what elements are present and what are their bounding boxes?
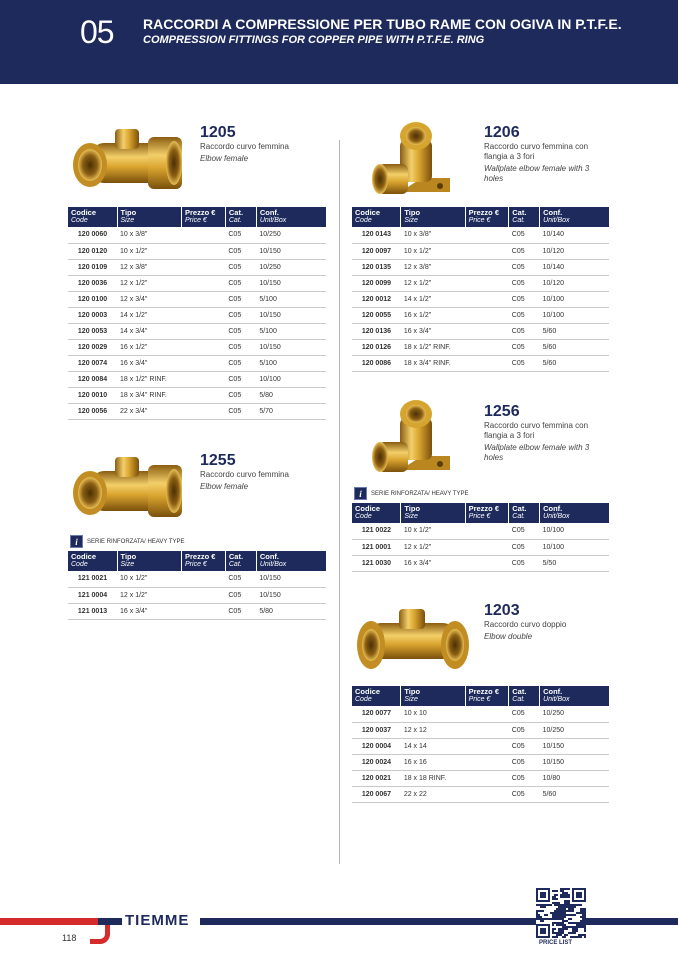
table-header-row bbox=[68, 207, 326, 227]
section-title-it: RACCORDI A COMPRESSIONE PER TUBO RAME CON OGIVA IN P.T.F.E. bbox=[143, 16, 622, 32]
column-header-code: Codice Code bbox=[68, 551, 117, 571]
table-row bbox=[352, 243, 609, 259]
product-code: 1256 bbox=[484, 403, 520, 420]
table-row bbox=[352, 754, 609, 770]
price-value bbox=[182, 571, 226, 587]
unit-box-value: 5/60 bbox=[540, 323, 609, 339]
category-value: C05 bbox=[509, 339, 540, 355]
column-header-cat: Cat. Cat. bbox=[509, 686, 540, 706]
price-value bbox=[465, 275, 509, 291]
size-value: 10 x 1/2" bbox=[117, 571, 182, 587]
size-value: 16 x 1/2" bbox=[117, 339, 182, 355]
size-value: 10 x 3/8" bbox=[401, 227, 465, 243]
size-value: 18 x 1/2" RINF. bbox=[401, 339, 465, 355]
table-row bbox=[352, 523, 609, 539]
price-table-1256 bbox=[352, 503, 609, 572]
article-code: 121 0022 bbox=[352, 523, 401, 539]
serie-label: SERIE RINFORZATA/ HEAVY TYPE bbox=[371, 490, 469, 497]
price-value bbox=[465, 307, 509, 323]
unit-box-value: 10/140 bbox=[540, 259, 609, 275]
size-value: 16 x 3/4" bbox=[401, 555, 465, 571]
table-row bbox=[68, 339, 326, 355]
price-value bbox=[182, 587, 226, 603]
info-icon: i bbox=[354, 487, 367, 500]
product-1203-info bbox=[484, 602, 609, 642]
category-value: C05 bbox=[225, 587, 256, 603]
article-code: 121 0004 bbox=[68, 587, 117, 603]
category-value: C05 bbox=[225, 387, 256, 403]
price-table-1206 bbox=[352, 207, 609, 372]
category-value: C05 bbox=[509, 307, 540, 323]
section-title-en: COMPRESSION FITTINGS FOR COPPER PIPE WITH P.T.F.E. RING bbox=[143, 34, 485, 46]
category-value: C05 bbox=[225, 323, 256, 339]
size-value: 16 x 3/4" bbox=[117, 355, 182, 371]
column-header-price: Prezzo € Price € bbox=[182, 551, 226, 571]
unit-box-value: 10/150 bbox=[256, 307, 326, 323]
size-value: 16 x 3/4" bbox=[401, 323, 465, 339]
article-code: 120 0012 bbox=[352, 291, 401, 307]
size-value: 12 x 1/2" bbox=[401, 539, 465, 555]
unit-box-value: 10/150 bbox=[256, 243, 326, 259]
unit-box-value: 5/80 bbox=[256, 603, 326, 619]
table-row bbox=[68, 227, 326, 243]
size-value: 12 x 1/2" bbox=[117, 587, 182, 603]
column-header-code: Codice Code bbox=[352, 686, 401, 706]
product-desc-en: Elbow female bbox=[200, 154, 249, 163]
column-header-size: Tipo Size bbox=[117, 551, 182, 571]
category-value: C05 bbox=[509, 323, 540, 339]
unit-box-value: 10/100 bbox=[540, 539, 609, 555]
table-row bbox=[68, 275, 326, 291]
article-code: 120 0143 bbox=[352, 227, 401, 243]
unit-box-value: 10/100 bbox=[540, 523, 609, 539]
price-value bbox=[465, 738, 509, 754]
product-desc-en: Wallplate elbow female with 3 holes bbox=[484, 164, 590, 183]
article-code: 120 0099 bbox=[352, 275, 401, 291]
price-value bbox=[465, 227, 509, 243]
price-value bbox=[182, 227, 226, 243]
article-code: 121 0021 bbox=[68, 571, 117, 587]
table-header-row bbox=[352, 686, 609, 706]
article-code: 120 0021 bbox=[352, 770, 401, 786]
serie-label: SERIE RINFORZATA/ HEAVY TYPE bbox=[87, 538, 185, 545]
article-code: 120 0056 bbox=[68, 403, 117, 419]
product-desc-en: Elbow female bbox=[200, 482, 249, 491]
size-value: 12 x 1/2" bbox=[117, 275, 182, 291]
price-value bbox=[182, 307, 226, 323]
unit-box-value: 5/60 bbox=[540, 339, 609, 355]
category-value: C05 bbox=[509, 523, 540, 539]
page-number: 118 bbox=[62, 933, 77, 943]
table-row bbox=[68, 243, 326, 259]
category-value: C05 bbox=[225, 355, 256, 371]
product-desc-en: Elbow double bbox=[484, 632, 533, 641]
price-value bbox=[182, 259, 226, 275]
price-table-1203 bbox=[352, 686, 609, 803]
price-value bbox=[465, 555, 509, 571]
table-row bbox=[352, 323, 609, 339]
price-value bbox=[465, 355, 509, 371]
size-value: 12 x 3/4" bbox=[117, 291, 182, 307]
size-value: 10 x 10 bbox=[401, 706, 465, 722]
table-row bbox=[68, 571, 326, 587]
article-code: 120 0100 bbox=[68, 291, 117, 307]
table-row bbox=[352, 786, 609, 802]
category-value: C05 bbox=[509, 275, 540, 291]
price-table-1255 bbox=[68, 551, 326, 620]
brand-logo: TIEMME bbox=[125, 912, 190, 929]
unit-box-value: 10/120 bbox=[540, 243, 609, 259]
product-code: 1205 bbox=[200, 124, 236, 141]
unit-box-value: 10/150 bbox=[540, 754, 609, 770]
table-header-row bbox=[352, 207, 609, 227]
table-row bbox=[68, 603, 326, 619]
table-row bbox=[352, 227, 609, 243]
category-value: C05 bbox=[509, 539, 540, 555]
article-code: 120 0084 bbox=[68, 371, 117, 387]
category-value: C05 bbox=[509, 259, 540, 275]
table-row bbox=[352, 275, 609, 291]
heavy-type-note bbox=[354, 487, 468, 500]
unit-box-value: 10/250 bbox=[540, 722, 609, 738]
size-value: 10 x 1/2" bbox=[117, 243, 182, 259]
category-value: C05 bbox=[225, 339, 256, 355]
price-value bbox=[465, 259, 509, 275]
footer-red-bar bbox=[0, 918, 98, 925]
size-value: 18 x 3/4" RINF. bbox=[401, 355, 465, 371]
article-code: 120 0120 bbox=[68, 243, 117, 259]
category-value: C05 bbox=[509, 291, 540, 307]
article-code: 120 0126 bbox=[352, 339, 401, 355]
column-header-cat: Cat. Cat. bbox=[225, 207, 256, 227]
column-header-price: Prezzo € Price € bbox=[465, 207, 509, 227]
unit-box-value: 10/80 bbox=[540, 770, 609, 786]
table-row bbox=[68, 371, 326, 387]
size-value: 14 x 14 bbox=[401, 738, 465, 754]
wallplate-elbow-1256-image bbox=[370, 398, 455, 478]
article-code: 120 0135 bbox=[352, 259, 401, 275]
table-row bbox=[352, 355, 609, 371]
article-code: 120 0053 bbox=[68, 323, 117, 339]
table-row bbox=[352, 307, 609, 323]
unit-box-value: 10/150 bbox=[256, 339, 326, 355]
category-value: C05 bbox=[509, 722, 540, 738]
table-row bbox=[68, 387, 326, 403]
unit-box-value: 10/150 bbox=[256, 571, 326, 587]
unit-box-value: 5/80 bbox=[256, 387, 326, 403]
price-value bbox=[465, 243, 509, 259]
article-code: 120 0136 bbox=[352, 323, 401, 339]
size-value: 14 x 3/4" bbox=[117, 323, 182, 339]
column-header-size: Tipo Size bbox=[401, 686, 465, 706]
unit-box-value: 5/100 bbox=[256, 355, 326, 371]
table-row bbox=[352, 539, 609, 555]
unit-box-value: 10/150 bbox=[256, 275, 326, 291]
product-code: 1255 bbox=[200, 452, 236, 469]
unit-box-value: 10/250 bbox=[256, 227, 326, 243]
table-row bbox=[352, 706, 609, 722]
wallplate-elbow-1206-image bbox=[370, 120, 455, 200]
category-value: C05 bbox=[225, 603, 256, 619]
product-desc-it: Raccordo curvo femmina con flangia a 3 fori bbox=[484, 421, 589, 440]
unit-box-value: 5/60 bbox=[540, 355, 609, 371]
column-header-box: Conf. Unit/Box bbox=[540, 207, 609, 227]
column-header-size: Tipo Size bbox=[401, 207, 465, 227]
article-code: 120 0010 bbox=[68, 387, 117, 403]
price-value bbox=[182, 243, 226, 259]
product-code: 1203 bbox=[484, 602, 520, 619]
unit-box-value: 5/50 bbox=[540, 555, 609, 571]
category-value: C05 bbox=[225, 259, 256, 275]
heavy-type-note bbox=[70, 535, 184, 548]
price-value bbox=[465, 291, 509, 307]
unit-box-value: 10/100 bbox=[256, 371, 326, 387]
table-row bbox=[352, 555, 609, 571]
table-row bbox=[68, 403, 326, 419]
column-header-cat: Cat. Cat. bbox=[509, 207, 540, 227]
column-divider bbox=[339, 140, 340, 864]
article-code: 120 0029 bbox=[68, 339, 117, 355]
price-value bbox=[465, 786, 509, 802]
article-code: 120 0077 bbox=[352, 706, 401, 722]
size-value: 16 x 16 bbox=[401, 754, 465, 770]
table-row bbox=[68, 355, 326, 371]
price-value bbox=[182, 371, 226, 387]
category-value: C05 bbox=[225, 403, 256, 419]
price-value bbox=[182, 291, 226, 307]
size-value: 18 x 3/4" RINF. bbox=[117, 387, 182, 403]
category-value: C05 bbox=[225, 371, 256, 387]
column-header-size: Tipo Size bbox=[117, 207, 182, 227]
category-value: C05 bbox=[225, 571, 256, 587]
article-code: 121 0030 bbox=[352, 555, 401, 571]
table-row bbox=[68, 323, 326, 339]
price-value bbox=[182, 603, 226, 619]
category-value: C05 bbox=[225, 275, 256, 291]
category-value: C05 bbox=[509, 754, 540, 770]
column-header-cat: Cat. Cat. bbox=[225, 551, 256, 571]
price-value bbox=[465, 706, 509, 722]
table-row bbox=[352, 259, 609, 275]
size-value: 10 x 3/8" bbox=[117, 227, 182, 243]
table-row bbox=[352, 722, 609, 738]
column-header-code: Codice Code bbox=[68, 207, 117, 227]
price-value bbox=[182, 339, 226, 355]
product-1255-info bbox=[200, 452, 330, 492]
category-value: C05 bbox=[225, 243, 256, 259]
category-value: C05 bbox=[509, 786, 540, 802]
price-value bbox=[465, 323, 509, 339]
column-header-size: Tipo Size bbox=[401, 503, 465, 523]
price-value bbox=[465, 523, 509, 539]
column-header-code: Codice Code bbox=[352, 503, 401, 523]
article-code: 120 0097 bbox=[352, 243, 401, 259]
product-desc-en: Wallplate elbow female with 3 holes bbox=[484, 443, 590, 462]
product-desc-it: Raccordo curvo femmina bbox=[200, 470, 289, 479]
column-header-code: Codice Code bbox=[352, 207, 401, 227]
price-value bbox=[465, 770, 509, 786]
info-icon: i bbox=[70, 535, 83, 548]
category-value: C05 bbox=[225, 307, 256, 323]
table-header-row bbox=[352, 503, 609, 523]
elbow-female-1205-image bbox=[70, 125, 190, 200]
article-code: 120 0037 bbox=[352, 722, 401, 738]
article-code: 120 0086 bbox=[352, 355, 401, 371]
size-value: 10 x 1/2" bbox=[401, 523, 465, 539]
article-code: 121 0001 bbox=[352, 539, 401, 555]
size-value: 16 x 1/2" bbox=[401, 307, 465, 323]
table-row bbox=[68, 291, 326, 307]
size-value: 12 x 12 bbox=[401, 722, 465, 738]
product-desc-it: Raccordo curvo femmina bbox=[200, 142, 289, 151]
article-code: 120 0024 bbox=[352, 754, 401, 770]
article-code: 120 0109 bbox=[68, 259, 117, 275]
elbow-female-1255-image bbox=[70, 455, 190, 527]
price-value bbox=[465, 339, 509, 355]
footer-navy-bar bbox=[200, 918, 678, 925]
article-code: 120 0004 bbox=[352, 738, 401, 754]
column-header-cat: Cat. Cat. bbox=[509, 503, 540, 523]
unit-box-value: 10/250 bbox=[256, 259, 326, 275]
article-code: 120 0055 bbox=[352, 307, 401, 323]
product-desc-it: Raccordo curvo doppio bbox=[484, 620, 567, 629]
column-header-price: Prezzo € Price € bbox=[182, 207, 226, 227]
footer-navy-bar-short bbox=[98, 918, 122, 925]
column-header-box: Conf. Unit/Box bbox=[540, 503, 609, 523]
article-code: 120 0060 bbox=[68, 227, 117, 243]
unit-box-value: 10/100 bbox=[540, 291, 609, 307]
product-desc-it: Raccordo curvo femmina con flangia a 3 fori bbox=[484, 142, 589, 161]
article-code: 120 0003 bbox=[68, 307, 117, 323]
size-value: 12 x 3/8" bbox=[401, 259, 465, 275]
unit-box-value: 10/250 bbox=[540, 706, 609, 722]
size-value: 12 x 1/2" bbox=[401, 275, 465, 291]
section-number: 05 bbox=[80, 14, 114, 50]
size-value: 14 x 1/2" bbox=[117, 307, 182, 323]
product-code: 1206 bbox=[484, 124, 520, 141]
article-code: 120 0074 bbox=[68, 355, 117, 371]
elbow-double-1203-image bbox=[355, 605, 470, 675]
category-value: C05 bbox=[509, 706, 540, 722]
size-value: 18 x 18 RINF. bbox=[401, 770, 465, 786]
unit-box-value: 10/150 bbox=[256, 587, 326, 603]
table-row bbox=[352, 738, 609, 754]
unit-box-value: 5/100 bbox=[256, 291, 326, 307]
column-header-box: Conf. Unit/Box bbox=[540, 686, 609, 706]
qr-code-icon[interactable] bbox=[536, 888, 586, 938]
unit-box-value: 10/120 bbox=[540, 275, 609, 291]
table-row bbox=[68, 307, 326, 323]
table-row bbox=[68, 259, 326, 275]
size-value: 18 x 1/2" RINF. bbox=[117, 371, 182, 387]
size-value: 10 x 1/2" bbox=[401, 243, 465, 259]
unit-box-value: 10/140 bbox=[540, 227, 609, 243]
unit-box-value: 5/60 bbox=[540, 786, 609, 802]
unit-box-value: 10/100 bbox=[540, 307, 609, 323]
unit-box-value: 5/70 bbox=[256, 403, 326, 419]
category-value: C05 bbox=[509, 738, 540, 754]
unit-box-value: 10/150 bbox=[540, 738, 609, 754]
column-header-box: Conf. Unit/Box bbox=[256, 207, 326, 227]
price-value bbox=[182, 323, 226, 339]
category-value: C05 bbox=[509, 770, 540, 786]
page-header bbox=[0, 0, 678, 84]
size-value: 14 x 1/2" bbox=[401, 291, 465, 307]
size-value: 12 x 3/8" bbox=[117, 259, 182, 275]
size-value: 16 x 3/4" bbox=[117, 603, 182, 619]
article-code: 120 0067 bbox=[352, 786, 401, 802]
product-1256-info bbox=[484, 403, 609, 463]
size-value: 22 x 3/4" bbox=[117, 403, 182, 419]
size-value: 22 x 22 bbox=[401, 786, 465, 802]
category-value: C05 bbox=[509, 227, 540, 243]
price-value bbox=[182, 275, 226, 291]
price-value bbox=[182, 387, 226, 403]
article-code: 120 0036 bbox=[68, 275, 117, 291]
column-header-price: Prezzo € Price € bbox=[465, 686, 509, 706]
table-row bbox=[352, 291, 609, 307]
table-row bbox=[352, 770, 609, 786]
category-value: C05 bbox=[225, 227, 256, 243]
table-header-row bbox=[68, 551, 326, 571]
price-value bbox=[182, 403, 226, 419]
price-value bbox=[465, 722, 509, 738]
price-table-1205 bbox=[68, 207, 326, 420]
price-value bbox=[182, 355, 226, 371]
table-row bbox=[352, 339, 609, 355]
price-list-label: PRICE LIST bbox=[539, 940, 573, 946]
category-value: C05 bbox=[225, 291, 256, 307]
category-value: C05 bbox=[509, 243, 540, 259]
category-value: C05 bbox=[509, 555, 540, 571]
category-value: C05 bbox=[509, 355, 540, 371]
article-code: 121 0013 bbox=[68, 603, 117, 619]
column-header-price: Prezzo € Price € bbox=[465, 503, 509, 523]
product-1206-info bbox=[484, 124, 609, 184]
table-row bbox=[68, 587, 326, 603]
unit-box-value: 5/100 bbox=[256, 323, 326, 339]
price-value bbox=[465, 754, 509, 770]
column-header-box: Conf. Unit/Box bbox=[256, 551, 326, 571]
product-1205-info bbox=[200, 124, 330, 164]
price-value bbox=[465, 539, 509, 555]
